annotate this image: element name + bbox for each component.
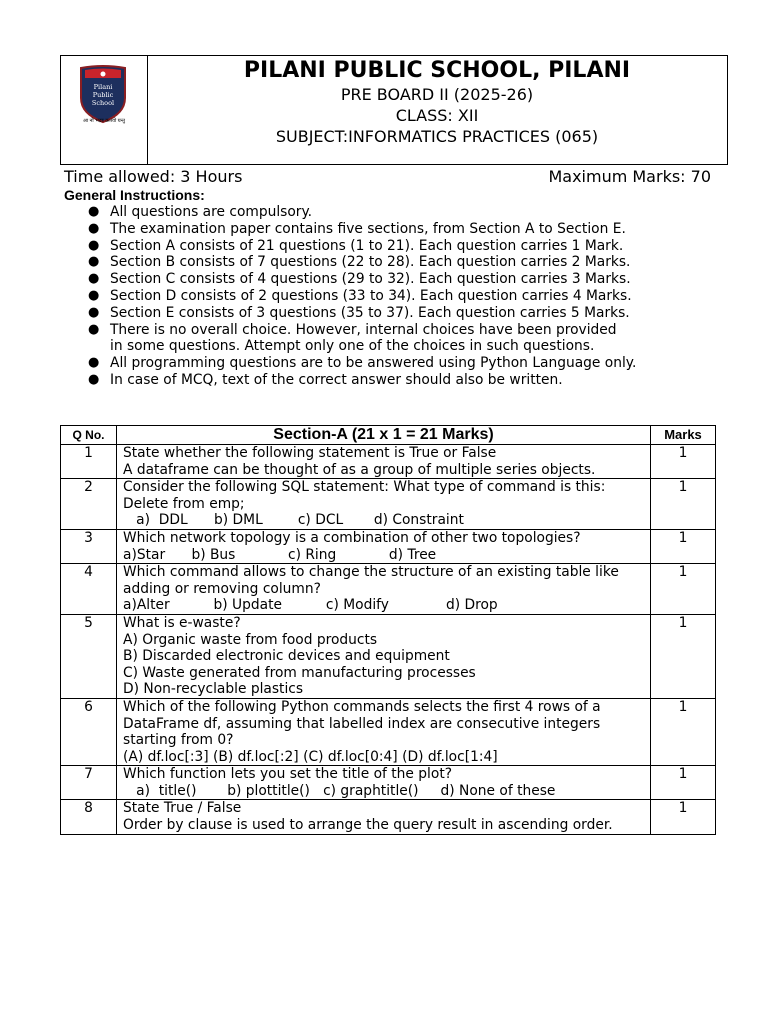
question-line: What is e-waste? — [123, 614, 241, 631]
bullet-icon: ● — [88, 204, 100, 219]
instruction-item — [88, 305, 728, 322]
question-line: Which of the following Python commands selects the first 4 rows of a DataFrame df, assuming that labelled index are consecutive integers starting from 0? — [123, 698, 601, 749]
header-section: Section-A (21 x 1 = 21 Marks) — [117, 426, 651, 445]
instruction-item — [88, 254, 728, 271]
instructions-list — [88, 204, 728, 389]
instruction-text: Section E consists of 3 questions (35 to 37). Each question carries 5 Marks. — [110, 304, 630, 321]
instruction-text: The examination paper contains five sections, from Section A to Section E. — [110, 220, 626, 237]
maximum-marks: Maximum Marks: 70 — [548, 167, 711, 186]
school-motto: आ नो भद्राः क्रतवो यन्तु — [82, 118, 126, 124]
question-number: 5 — [61, 614, 117, 698]
bullet-icon: ● — [88, 220, 100, 236]
table-row — [61, 766, 716, 800]
question-line: a)Alter b) Update c) Modify d) Drop — [123, 597, 498, 614]
title-block — [147, 56, 727, 147]
svg-text:Pilani: Pilani — [93, 83, 113, 91]
question-line: a) DDL b) DML c) DCL d) Constraint — [123, 512, 464, 529]
question-line: State True / False — [123, 800, 242, 817]
question-line: Order by clause is used to arrange the query result in ascending order. — [123, 817, 613, 834]
bullet-icon: ● — [88, 237, 100, 253]
bullet-icon: ● — [88, 254, 100, 270]
instruction-item — [88, 355, 728, 372]
school-name: PILANI PUBLIC SCHOOL, PILANI — [243, 58, 631, 83]
table-row — [61, 529, 716, 563]
class-label: CLASS: XII — [395, 106, 479, 125]
header-qno: Q No. — [61, 426, 117, 445]
table-row — [61, 800, 716, 834]
svg-text:School: School — [91, 99, 115, 107]
question-line: Which command allows to change the structure of an existing table like adding or removing column? — [123, 564, 619, 597]
question-line: Which function lets you set the title of the plot? — [123, 766, 453, 783]
question-text — [117, 766, 651, 800]
instruction-item — [88, 221, 728, 238]
question-line: a) title() b) plottitle() c) graphtitle() d) None of these — [123, 782, 556, 799]
question-number: 3 — [61, 529, 117, 563]
table-row — [61, 445, 716, 479]
question-marks: 1 — [651, 614, 716, 698]
question-marks: 1 — [651, 479, 716, 530]
question-number: 4 — [61, 564, 117, 615]
question-number: 7 — [61, 766, 117, 800]
time-allowed: Time allowed: 3 Hours — [64, 167, 243, 186]
question-number: 1 — [61, 445, 117, 479]
logo-cell — [61, 56, 148, 164]
instruction-text: Section A consists of 21 questions (1 to 21). Each question carries 1 Mark. — [110, 237, 624, 254]
instruction-text: Section D consists of 2 questions (33 to 34). Each question carries 4 Marks. — [110, 287, 632, 304]
bullet-icon: ● — [88, 355, 100, 371]
question-text — [117, 800, 651, 834]
question-text — [117, 614, 651, 698]
question-marks: 1 — [651, 529, 716, 563]
bullet-icon: ● — [88, 304, 100, 320]
question-marks: 1 — [651, 800, 716, 834]
question-line: B) Discarded electronic devices and equipment — [123, 648, 450, 665]
question-text — [117, 564, 651, 615]
instruction-text: Section B consists of 7 questions (22 to 28). Each question carries 2 Marks. — [110, 254, 631, 271]
question-number: 8 — [61, 800, 117, 834]
questions-table — [60, 425, 716, 835]
table-row — [61, 564, 716, 615]
question-marks: 1 — [651, 564, 716, 615]
question-number: 6 — [61, 698, 117, 765]
question-line: D) Non-recyclable plastics — [123, 681, 304, 698]
header-marks: Marks — [651, 426, 716, 445]
question-marks: 1 — [651, 766, 716, 800]
exam-title: PRE BOARD II (2025-26) — [340, 85, 534, 104]
instruction-text: In case of MCQ, text of the correct answer should also be written. — [110, 371, 563, 388]
instruction-item — [88, 238, 728, 255]
table-row — [61, 479, 716, 530]
instruction-item — [88, 288, 728, 305]
instruction-text: All questions are compulsory. — [110, 204, 313, 220]
question-line: Consider the following SQL statement: What type of command is this: Delete from emp; — [123, 479, 606, 512]
table-row — [61, 698, 716, 765]
question-line: A dataframe can be thought of as a group of multiple series objects. — [123, 461, 596, 478]
time-marks-row — [64, 167, 714, 186]
instruction-text: There is no overall choice. However, internal choices have been provided in some questions. Attempt only one of the choices in such questions. — [110, 321, 617, 355]
instruction-item — [88, 271, 728, 288]
general-instructions-title: General Instructions: — [64, 187, 205, 203]
table-row — [61, 614, 716, 698]
bullet-icon: ● — [88, 287, 100, 303]
question-marks: 1 — [651, 445, 716, 479]
header-box — [60, 55, 728, 165]
subject-label: SUBJECT:INFORMATICS PRACTICES (065) — [275, 127, 599, 146]
bullet-icon: ● — [88, 321, 100, 337]
instruction-text: Section C consists of 4 questions (29 to 32). Each question carries 3 Marks. — [110, 271, 631, 288]
question-text — [117, 529, 651, 563]
question-text — [117, 445, 651, 479]
svg-text:Public: Public — [92, 91, 114, 99]
question-line: (A) df.loc[:3] (B) df.loc[:2] (C) df.loc[0:4] (D) df.loc[1:4] — [123, 748, 498, 765]
bullet-icon: ● — [88, 371, 100, 387]
question-line: State whether the following statement is True or False — [123, 445, 497, 461]
question-line: Which network topology is a combination of other two topologies? — [123, 529, 581, 546]
question-marks: 1 — [651, 698, 716, 765]
question-line: A) Organic waste from food products — [123, 631, 378, 648]
question-number: 2 — [61, 479, 117, 530]
instruction-text: All programming questions are to be answered using Python Language only. — [110, 355, 637, 372]
bullet-icon: ● — [88, 271, 100, 287]
question-line: C) Waste generated from manufacturing processes — [123, 664, 476, 681]
instruction-item — [88, 322, 630, 356]
question-text — [117, 479, 651, 530]
school-logo — [77, 64, 129, 124]
question-line: a)Star b) Bus c) Ring d) Tree — [123, 546, 437, 563]
instruction-item — [88, 204, 728, 221]
instruction-item — [88, 372, 728, 389]
question-text — [117, 698, 651, 765]
